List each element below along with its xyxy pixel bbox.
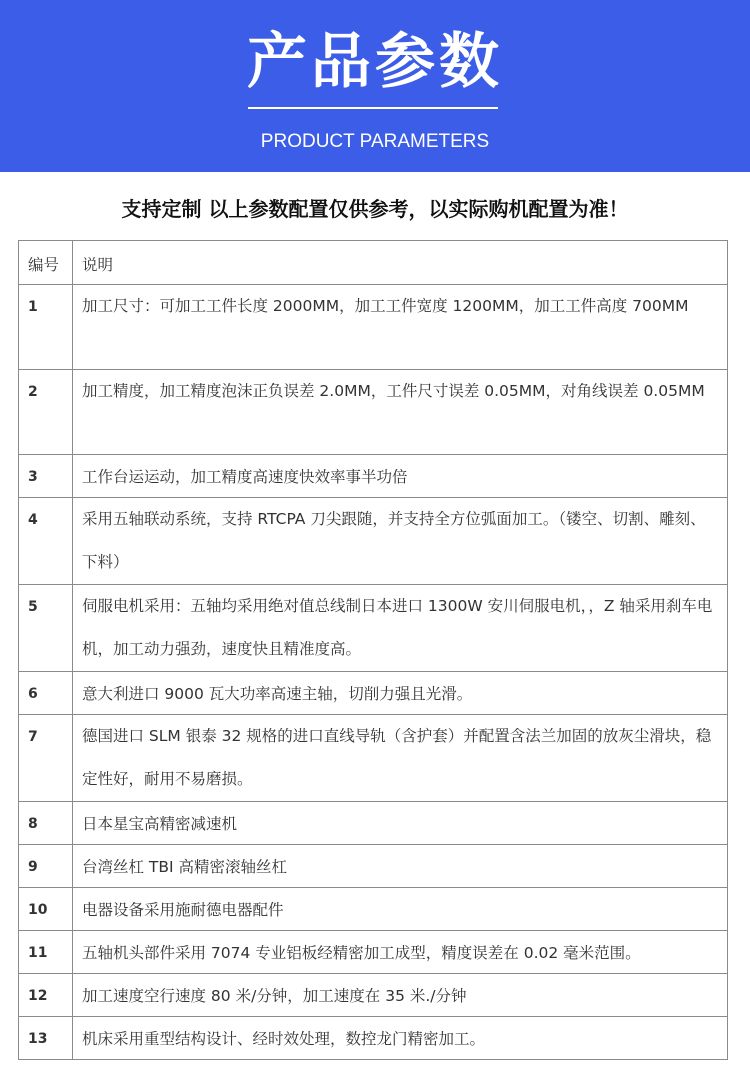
row-number: 3	[19, 455, 73, 498]
table-row	[19, 931, 728, 974]
row-number: 9	[19, 845, 73, 888]
table-row	[19, 370, 728, 455]
row-description: 意大利进口 9000 瓦大功率高速主轴，切削力强且光滑。	[73, 672, 728, 715]
banner-subtitle: PRODUCT PARAMETERS	[260, 131, 490, 152]
row-description: 工作台运运动，加工精度高速度快效率事半功倍	[73, 455, 728, 498]
row-description: 电器设备采用施耐德电器配件	[73, 888, 728, 931]
table-row	[19, 845, 728, 888]
row-description: 采用五轴联动系统，支持 RTCPA 刀尖跟随，并支持全方位弧面加工。（镂空、切割、雕刻、下料）	[73, 498, 728, 585]
table-row	[19, 802, 728, 845]
row-description: 伺服电机采用：五轴均采用绝对值总线制日本进口 1300W 安川伺服电机，，Z 轴采用刹车电机，加工动力强劲，速度快且精准度高。	[73, 585, 728, 672]
table-row	[19, 455, 728, 498]
row-description: 德国进口 SLM 银泰 32 规格的进口直线导轨（含护套）并配置含法兰加固的放灰尘滑块，稳定性好，耐用不易磨损。	[73, 715, 728, 802]
row-description: 机床采用重型结构设计、经时效处理，数控龙门精密加工。	[73, 1017, 728, 1060]
banner-divider	[248, 107, 498, 109]
row-description: 五轴机头部件采用 7074 专业铝板经精密加工成型，精度误差在 0.02 毫米范围。	[73, 931, 728, 974]
customization-notice: 支持定制 以上参数配置仅供参考，以实际购机配置为准！	[121, 197, 629, 221]
table-row	[19, 498, 728, 585]
table-row	[19, 672, 728, 715]
table-row	[19, 585, 728, 672]
row-description: 加工速度空行速度 80 米/分钟，加工速度在 35 米./分钟	[73, 974, 728, 1017]
row-description: 日本星宝高精密减速机	[73, 802, 728, 845]
table-header-row	[19, 241, 728, 285]
table-row	[19, 1017, 728, 1060]
row-description: 台湾丝杠 TBI 高精密滚轴丝杠	[73, 845, 728, 888]
row-number: 5	[19, 585, 73, 672]
header-banner	[0, 0, 750, 172]
row-description: 加工尺寸：可加工工件长度 2000MM，加工工件宽度 1200MM，加工工件高度 700MM	[73, 285, 728, 370]
table-row	[19, 715, 728, 802]
row-number: 11	[19, 931, 73, 974]
table-row	[19, 974, 728, 1017]
parameters-table	[18, 240, 728, 1060]
banner-title: 产品参数	[247, 27, 503, 97]
row-number: 6	[19, 672, 73, 715]
row-number: 10	[19, 888, 73, 931]
row-number: 13	[19, 1017, 73, 1060]
table-row	[19, 888, 728, 931]
header-description: 说明	[73, 241, 728, 285]
row-number: 8	[19, 802, 73, 845]
row-number: 7	[19, 715, 73, 802]
table-row	[19, 285, 728, 370]
header-number: 编号	[19, 241, 73, 285]
row-number: 2	[19, 370, 73, 455]
row-number: 4	[19, 498, 73, 585]
row-number: 1	[19, 285, 73, 370]
row-number: 12	[19, 974, 73, 1017]
row-description: 加工精度，加工精度泡沫正负误差 2.0MM，工件尺寸误差 0.05MM，对角线误差 0.05MM	[73, 370, 728, 455]
